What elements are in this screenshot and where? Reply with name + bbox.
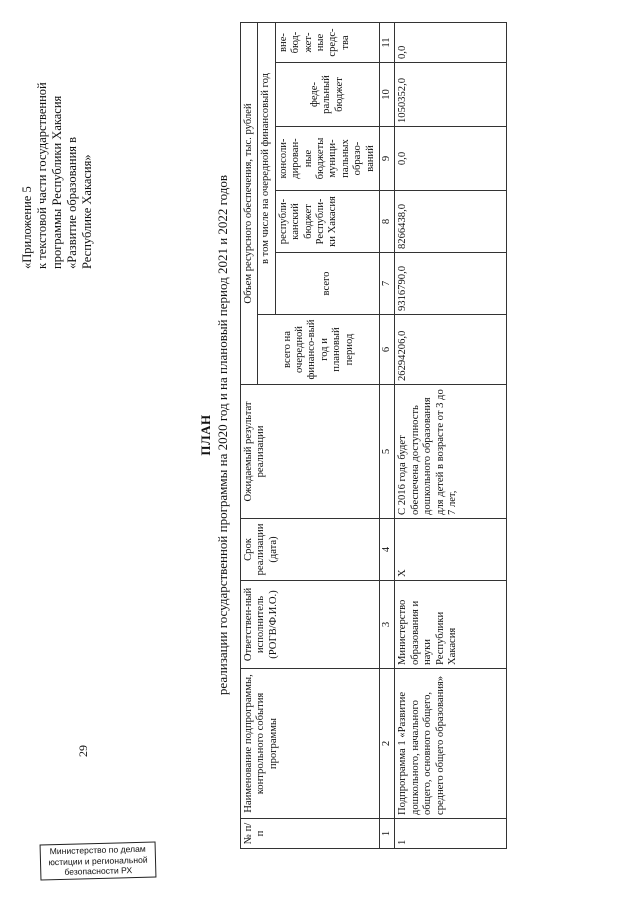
- header-extra: вне-бюд-жет-ные средс-тва: [275, 23, 379, 63]
- row-municipal: 0,0: [395, 127, 507, 191]
- row-extra: 0,0: [395, 23, 507, 63]
- header-resources: Объем ресурсного обеспечения, тыс. рублей: [241, 23, 258, 385]
- row-federal: 1050352,0: [395, 63, 507, 127]
- col-number: 4: [380, 519, 395, 581]
- col-number: 9: [380, 127, 395, 191]
- header-total-year: всего: [275, 253, 379, 315]
- col-number: 3: [380, 581, 395, 669]
- col-number: 6: [380, 315, 395, 385]
- stamp-line-1: Министерство по делам: [49, 843, 146, 857]
- col-number: 2: [380, 669, 395, 819]
- plan-table: [240, 22, 507, 849]
- header-executor: Ответствен-ный исполнитель (РОГВ/Ф.И.О.): [241, 581, 380, 669]
- appendix-note: [20, 29, 95, 269]
- header-federal: феде-ральный бюджет: [275, 63, 379, 127]
- row-name: Подпрограмма 1 «Развитие дошкольного, начального общего, основного общего, среднего общего образования»: [395, 669, 507, 819]
- header-municipal: консоли-дирован-ные бюджеты муници-пальных образо-ваний: [275, 127, 379, 191]
- row-total-year: 9316790,0: [395, 253, 507, 315]
- appendix-line-5: Республике Хакасия»: [80, 154, 94, 269]
- row-result: С 2016 года будет обеспечена доступность дошкольного образования для детей в возрасте от 3 до 7 лет,: [395, 385, 507, 519]
- header-row-1: [241, 23, 258, 849]
- col-number: 10: [380, 63, 395, 127]
- column-number-row: [380, 23, 395, 849]
- header-current-year: в том числе на очередной финансовый год: [258, 23, 275, 315]
- header-republic: республи-канский бюджет Республи-ки Хакасия: [275, 191, 379, 253]
- appendix-line-1: «Приложение 5: [20, 186, 34, 269]
- document-subtitle: реализации государственной программы на 2020 год и на плановый период 2021 и 2022 годов: [215, 174, 230, 696]
- col-number: 5: [380, 385, 395, 519]
- col-number: 8: [380, 191, 395, 253]
- row-term: Х: [395, 519, 507, 581]
- col-number: 7: [380, 253, 395, 315]
- registration-stamp: [40, 841, 157, 880]
- document-title: ПЛАН: [198, 414, 213, 456]
- appendix-line-3: программы Республики Хакасия: [50, 95, 64, 269]
- header-name: Наименование подпрограммы, контрольного события программы: [241, 669, 380, 819]
- header-total-period: всего на очередной финансо-вый год и плановый период: [258, 315, 380, 385]
- col-number: 11: [380, 23, 395, 63]
- header-num: № п/п: [241, 819, 380, 849]
- row-republic: 8266438,0: [395, 191, 507, 253]
- row-executor: Министерство образования и науки Республики Хакасия: [395, 581, 507, 669]
- table-row: [395, 23, 507, 849]
- row-num: 1: [395, 819, 507, 849]
- stamp-line-2: юстиции и региональной: [48, 854, 148, 867]
- document-heading: [198, 25, 231, 845]
- appendix-line-4: «Развитие образования в: [65, 136, 79, 269]
- header-term: Срок реализации (дата): [241, 519, 380, 581]
- col-number: 1: [380, 819, 395, 849]
- row-total-period: 26294206,0: [395, 315, 507, 385]
- page-number: 29: [76, 745, 90, 757]
- stamp-line-3: безопасности РХ: [64, 865, 133, 877]
- appendix-line-2: к текстовой части государственной: [35, 82, 49, 269]
- header-result: Ожидаемый результат реализации: [241, 385, 380, 519]
